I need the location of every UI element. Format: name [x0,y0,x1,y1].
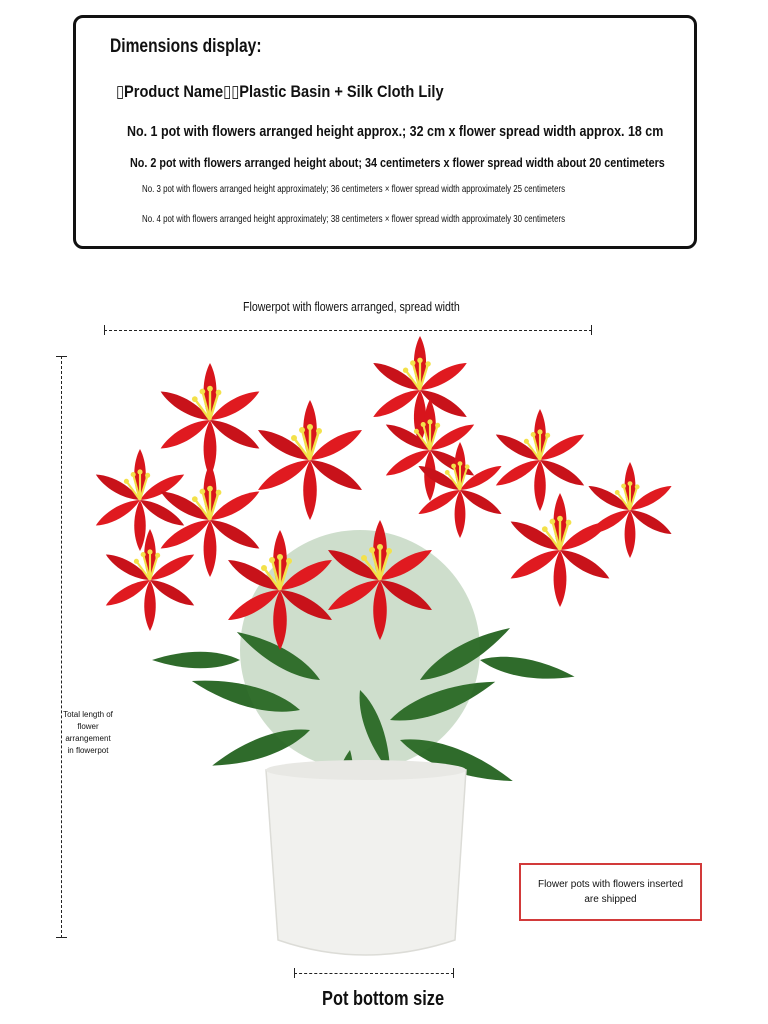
size-line-1: No. 1 pot with flowers arranged height approx.; 32 cm x flower spread width approx. 18 cm [127,124,664,140]
shipping-note-text: Flower pots with flowers inserted are shipped [537,879,684,905]
size-line-3: No. 3 pot with flowers arranged height approximately; 36 centimeters × flower spread width approximately 25 centimeters [142,184,566,195]
white-flowerpot [266,770,466,955]
size-line-2: No. 2 pot with flowers arranged height about; 34 centimeters x flower spread width about 20 centimeters [130,155,665,170]
spread-width-label: Flowerpot with flowers arranged, spread width [243,300,460,314]
dimensions-title: Dimensions display: [110,36,262,57]
total-height-label: Total length of flower arrangement in flowerpot [63,710,113,755]
pot-bottom-dimension-line [294,973,454,974]
dimensions-panel [73,15,697,249]
product-name: ▯Product Name▯▯Plastic Basin + Silk Cloth Lily [116,82,444,101]
pot-bottom-size-label: Pot bottom size [322,988,445,1010]
red-lily-blooms [93,336,674,650]
size-line-4: No. 4 pot with flowers arranged height approximately; 38 centimeters × flower spread width approximately 30 centimeters [142,214,566,225]
shipping-note [519,863,702,921]
